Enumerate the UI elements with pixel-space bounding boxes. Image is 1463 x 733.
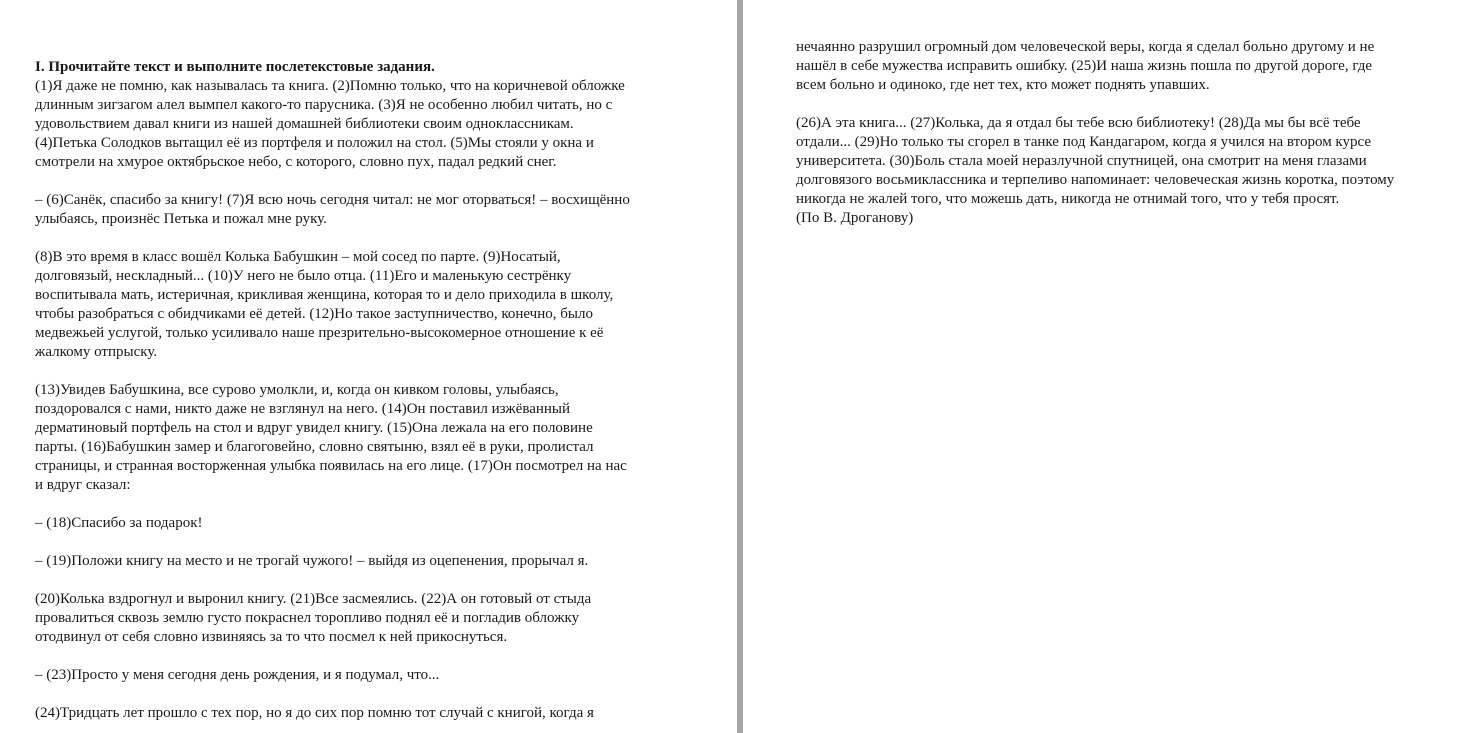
text-line: длинным зигзагом алел вымпел какого-то парусника. (3)Я не особенно любил читать, но с (35, 97, 613, 113)
right-page-text (796, 38, 1456, 228)
left-page-text (35, 58, 680, 723)
text-line: жалкому отпрыску. (35, 344, 158, 360)
text-line: дерматиновый портфель на стол и вдруг увидел книгу. (15)Она лежала на его половине (35, 420, 593, 436)
text-line: (1)Я даже не помню, как называлась та книга. (2)Помню только, что на коричневой обложке (35, 78, 625, 94)
text-line: медвежьей услугой, только усиливало наше презрительно-высокомерное отношение к её (35, 325, 604, 341)
text-line: чтобы разобраться с обидчиками её детей. (12)Но такое заступничество, конечно, было (35, 306, 593, 322)
text-line: поздоровался с нами, никто даже не взглянул на него. (14)Он поставил изжёванный (35, 401, 571, 417)
text-line: (26)А эта книга... (27)Колька, да я отдал бы тебе всю библиотеку! (28)Да мы бы всё тебе (796, 115, 1361, 131)
text-line: удовольствием давал книги из нашей домашней библиотеки своим одноклассникам. (35, 116, 574, 132)
text-line: никогда не жалей того, что можешь дать, никогда не отнимай того, что у тебя просят. (796, 191, 1340, 207)
text-line: (24)Тридцать лет прошло с тех пор, но я до сих пор помню тот случай с книгой, когда я (35, 705, 594, 721)
text-line: – (19)Положи книгу на место и не трогай чужого! – выйдя из оцепенения, прорычал я. (35, 553, 589, 569)
text-line: долговязого восьмиклассника и терпеливо напоминает: человеческая жизнь коротка, поэтому (796, 172, 1395, 188)
paragraph-gap (35, 571, 680, 590)
text-line: воспитывала мать, истеричная, крикливая женщина, которая то и дело приходила в школу, (35, 287, 614, 303)
text-line: и вдруг сказал: (35, 477, 131, 493)
text-line: страницы, и странная восторженная улыбка появилась на его лице. (17)Он посмотрел на нас (35, 458, 627, 474)
text-line: провалиться сквозь землю густо покраснел торопливо поднял её и погладив обложку (35, 610, 580, 626)
text-line: отдали... (29)Но только ты сгорел в танке под Кандагаром, когда я учился на втором курсе (796, 134, 1372, 150)
task-heading: I. Прочитайте текст и выполните послетекстовые задания. (35, 59, 435, 75)
text-line: смотрели на хмурое октябрьское небо, с которого, словно пух, падал редкий снег. (35, 154, 557, 170)
text-line: улыбаясь, произнёс Петька и пожал мне руку. (35, 211, 327, 227)
text-line: парты. (16)Бабушкин замер и благоговейно, словно святыню, взял её в руки, пролистал (35, 439, 594, 455)
paragraph-gap (35, 685, 680, 704)
paragraph-gap (35, 647, 680, 666)
page-divider (737, 0, 743, 733)
text-line: университета. (30)Боль стала моей неразлучной спутницей, она смотрит на меня глазами (796, 153, 1367, 169)
paragraph-gap (35, 229, 680, 248)
text-line: – (23)Просто у меня сегодня день рождения, и я подумал, что... (35, 667, 440, 683)
text-line: нечаянно разрушил огромный дом человеческой веры, когда я сделал больно другому и не (796, 39, 1375, 55)
paragraph-gap (35, 172, 680, 191)
paragraph-gap (35, 533, 680, 552)
text-line: (8)В это время в класс вошёл Колька Бабушкин – мой сосед по парте. (9)Носатый, (35, 249, 561, 265)
text-line: (4)Петька Солодков вытащил её из портфеля и положил на стол. (5)Мы стояли у окна и (35, 135, 594, 151)
text-line: всем больно и одиноко, где нет тех, кто может поднять упавших. (796, 77, 1210, 93)
text-line: отодвинул от себя словно извиняясь за то что посмел к ней прикоснуться. (35, 629, 508, 645)
right-page (745, 0, 1463, 733)
paragraph-gap (35, 495, 680, 514)
paragraph-gap (35, 362, 680, 381)
text-line: – (18)Спасибо за подарок! (35, 515, 203, 531)
text-line: (20)Колька вздрогнул и выронил книгу. (21)Все засмеялись. (22)А он готовый от стыда (35, 591, 592, 607)
text-line: (13)Увидев Бабушкина, все сурово умолкли, и, когда он кивком головы, улыбаясь, (35, 382, 559, 398)
text-line: – (6)Санёк, спасибо за книгу! (7)Я всю ночь сегодня читал: не мог оторваться! – восхищённо (35, 192, 630, 208)
text-line: нашёл в себе мужества исправить ошибку. (25)И наша жизнь пошла по другой дороге, где (796, 58, 1373, 74)
text-line: (По В. Дроганову) (796, 210, 914, 226)
paragraph-gap (796, 95, 1456, 114)
text-line: долговязый, нескладный... (10)У него не было отца. (11)Его и маленькую сестрёнку (35, 268, 572, 284)
